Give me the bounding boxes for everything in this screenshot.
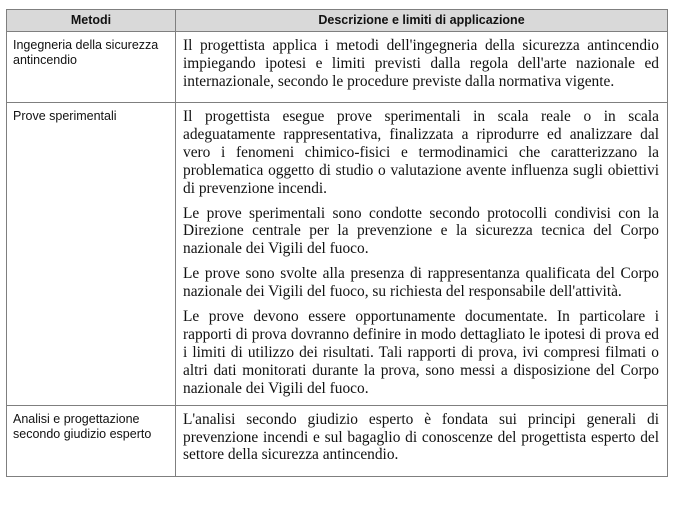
method-description	[176, 405, 668, 476]
table-row	[7, 405, 668, 476]
description-paragraph: Le prove sperimentali sono condotte secondo protocolli condivisi con la Direzione centrale per la prevenzione e la sicurezza tecnica del Corpo nazionale dei Vigili del fuoco.	[183, 204, 659, 258]
method-description	[176, 103, 668, 406]
header-row	[7, 10, 668, 32]
methods-table	[6, 9, 668, 477]
description-paragraph: L'analisi secondo giudizio esperto è fondata sui principi generali di prevenzione incendi e sul bagaglio di conoscenze del progettista esperto del settore della sicurezza antincendio.	[183, 410, 659, 464]
method-description	[176, 32, 668, 103]
description-paragraph: Le prove devono essere opportunamente documentate. In particolare i rapporti di prova dovranno definire in modo dettagliato le ipotesi di prova ed i limiti di utilizzo dei risultati. Tali rapporti di prova, ivi compresi filmati o altri dati monitorati durante la prova, sono messi a disposizione del Corpo nazionale dei Vigili del fuoco.	[183, 308, 659, 397]
method-name: Prove sperimentali	[7, 103, 176, 406]
method-name: Analisi e progettazione secondo giudizio esperto	[7, 405, 176, 476]
description-paragraph: Il progettista applica i metodi dell'ingegneria della sicurezza antincendio impiegando ipotesi e limiti previsti dalla regola dell'arte nazionale ed internazionale, secondo le procedure previste dalla normativa vigente.	[183, 37, 659, 90]
table-row	[7, 103, 668, 406]
column-header-methods: Metodi	[7, 10, 176, 32]
column-header-description: Descrizione e limiti di applicazione	[176, 10, 668, 32]
table-row	[7, 32, 668, 103]
description-paragraph: Il progettista esegue prove sperimentali in scala reale o in scala adeguatamente rappresentativa, finalizzata a riprodurre ed analizzare dal vero i fenomeni chimico-fisici e termodinamici che caratterizzano la problematica oggetto di studio o valutazione avente influenza sugli obiettivi di prevenzione incendi.	[183, 108, 659, 197]
description-paragraph: Le prove sono svolte alla presenza di rappresentanza qualificata del Corpo nazionale dei Vigili del fuoco, su richiesta del responsabile dell'attività.	[183, 265, 659, 301]
method-name: Ingegneria della sicurezza antincendio	[7, 32, 176, 103]
